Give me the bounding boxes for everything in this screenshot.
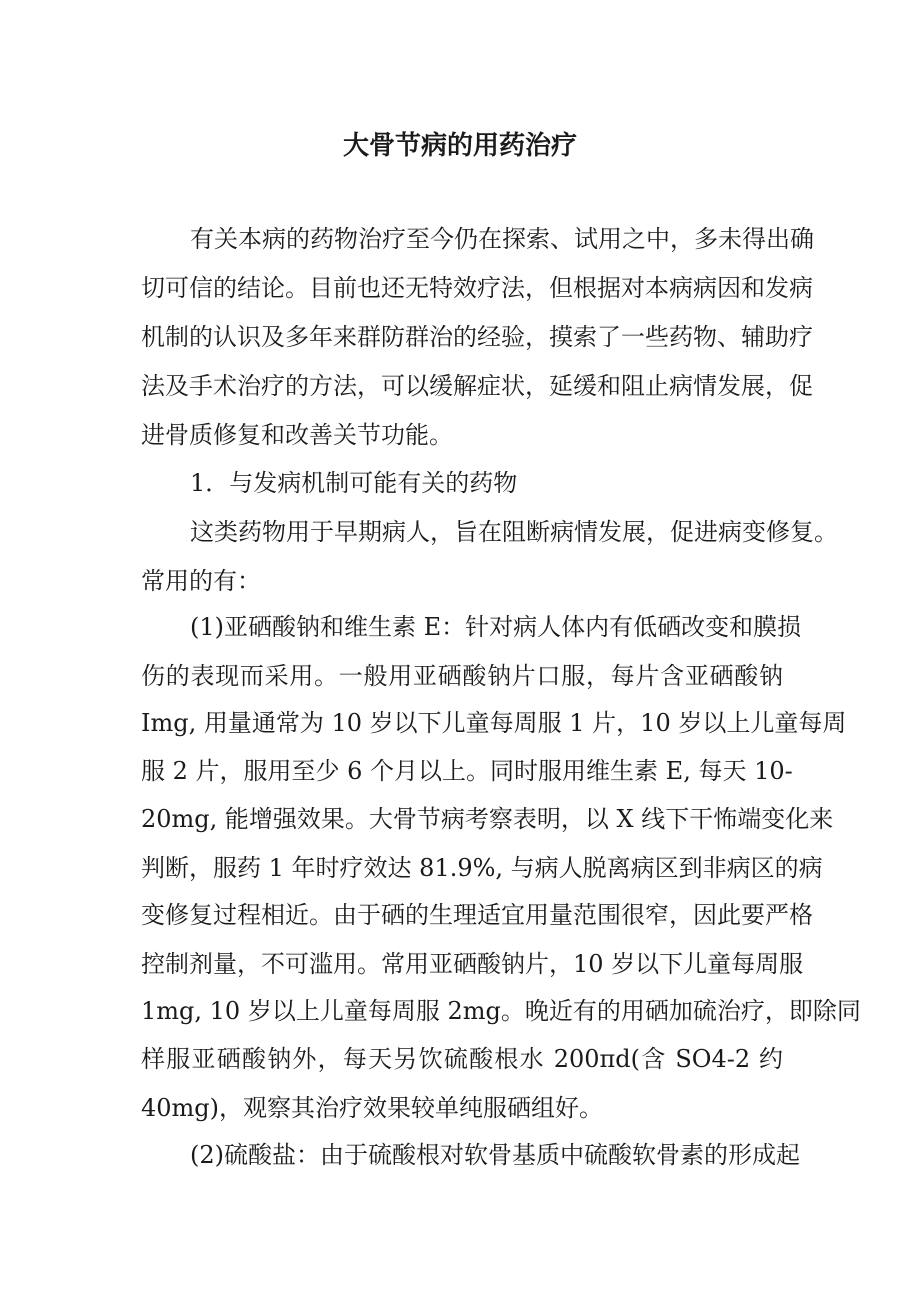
paragraph-line: 这类药物用于早期病人，旨在阻断病情发展，促进病变修复。 [190, 518, 838, 546]
paragraph-line: 控制剂量，不可滥用。常用亚硒酸钠片，10 岁以下儿童每周服 [141, 950, 804, 978]
paragraph-line: 变修复过程相近。由于硒的生理适宜用量范围很窄，因此要严格 [141, 901, 813, 929]
paragraph-line: 样服亚硒酸钠外，每天另饮硫酸根水 200πd(含 SO4-2 约 [141, 1045, 783, 1073]
paragraph-line: (1)亚硒酸钠和维生素 E：针对病人体内有低硒改变和膜损 [190, 613, 802, 641]
paragraph-line: 服 2 片，服用至少 6 个月以上。同时服用维生素 E, 每天 10- [141, 757, 793, 785]
paragraph-line: 伤的表现而采用。一般用亚硒酸钠片口服，每片含亚硒酸钠 [141, 662, 783, 690]
paragraph-line: (2)硫酸盐：由于硫酸根对软骨基质中硫酸软骨素的形成起 [190, 1141, 800, 1169]
paragraph-line: 有关本病的药物治疗至今仍在探索、试用之中，多未得出确 [190, 225, 814, 253]
paragraph-line: Img, 用量通常为 10 岁以下儿童每周服 1 片，10 岁以上儿童每周 [141, 709, 847, 737]
paragraph-line: 判断，服药 1 年时疗效达 81.9%, 与病人脱离病区到非病区的病 [141, 854, 823, 882]
paragraph-line: 1mg, 10 岁以上儿童每周服 2mg。晚近有的用硒加硫治疗，即除同 [141, 997, 861, 1025]
paragraph-line: 20mg, 能增强效果。大骨节病考察表明，以 X 线下干怖端变化来 [141, 805, 834, 833]
paragraph-line: 法及手术治疗的方法，可以缓解症状，延缓和阻止病情发展，促 [141, 372, 813, 400]
paragraph-line: 常用的有： [141, 567, 261, 595]
paragraph-line: 机制的认识及多年来群防群治的经验，摸索了一些药物、辅助疗 [141, 323, 813, 351]
paragraph-line: 40mg)，观察其治疗效果较单纯服硒组好。 [141, 1094, 604, 1122]
section-heading: 1．与发病机制可能有关的药物 [190, 469, 518, 497]
paragraph-line: 切可信的结论。目前也还无特效疗法，但根据对本病病因和发病 [141, 274, 813, 302]
document-title: 大骨节病的用药治疗 [342, 131, 577, 161]
paragraph-line: 进骨质修复和改善关节功能。 [141, 421, 453, 449]
